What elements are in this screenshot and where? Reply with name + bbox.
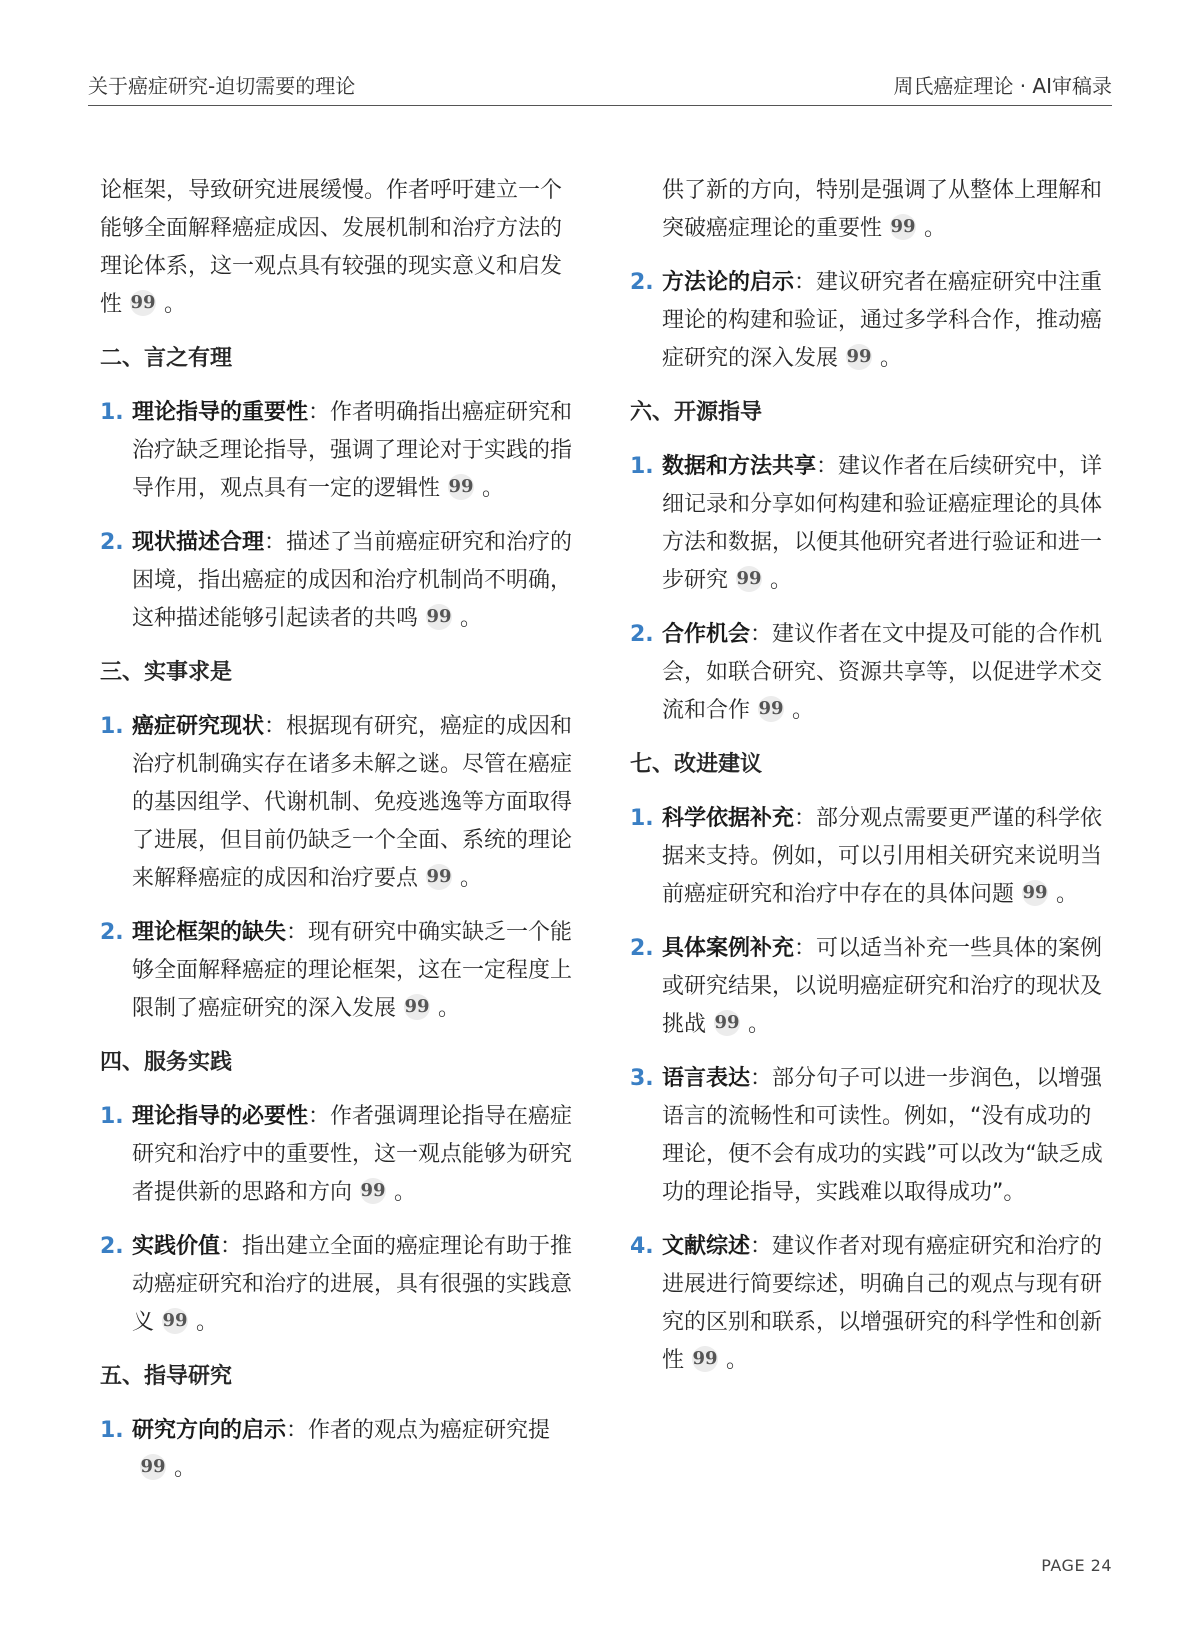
list-number: 2. xyxy=(100,920,124,945)
list-item xyxy=(100,1228,578,1342)
right-column xyxy=(630,172,1108,1396)
list-item-text xyxy=(132,1228,578,1342)
list-item-term: 方法论的启示 xyxy=(662,270,795,295)
list-number-spacer xyxy=(630,172,662,248)
list-item-text xyxy=(132,1098,578,1212)
continuation-text: 供了新的方向，特别是强调了从整体上理解和突破癌症理论的重要性 xyxy=(662,178,1103,241)
list-item xyxy=(100,914,578,1028)
list-item-text xyxy=(132,394,578,508)
period: 。 xyxy=(394,1180,417,1205)
header-right-title: 周氏癌症理论 · AI审稿录 xyxy=(893,74,1112,98)
period: 。 xyxy=(460,606,483,631)
list-number: 1. xyxy=(100,714,124,739)
list-number: 2. xyxy=(630,936,654,961)
citation-quote-icon[interactable]: 99 xyxy=(714,1010,740,1036)
period: 。 xyxy=(792,698,815,723)
citation-quote-icon[interactable]: 99 xyxy=(692,1346,718,1372)
list-item xyxy=(630,800,1108,914)
list-item-term: 理论指导的必要性 xyxy=(132,1104,309,1129)
section-heading: 六、开源指导 xyxy=(630,400,763,425)
list-item-description: ：指出建立全面的癌症理论有助于推动癌症研究和治疗的进展，具有很强的实践意义 xyxy=(132,1234,573,1335)
section-heading: 二、言之有理 xyxy=(100,346,233,371)
citation-quote-icon[interactable]: 99 xyxy=(1022,880,1048,906)
section-heading: 五、指导研究 xyxy=(100,1364,233,1389)
period: 。 xyxy=(880,346,903,371)
list-item-text xyxy=(132,914,578,1028)
period: 。 xyxy=(748,1012,771,1037)
period: 。 xyxy=(726,1348,749,1373)
intro-text: 论框架，导致研究进展缓慢。作者呼吁建立一个能够全面解释癌症成因、发展机制和治疗方法的理论体系，这一观点具有较强的现实意义和启发性 xyxy=(100,178,563,317)
list-item xyxy=(100,708,578,898)
list-number: 1. xyxy=(100,1104,124,1129)
list-item-text xyxy=(132,708,578,898)
period: 。 xyxy=(438,996,461,1021)
list-item-text xyxy=(662,1228,1108,1380)
list-item xyxy=(100,1098,578,1212)
period: 。 xyxy=(924,216,947,241)
citation-quote-icon[interactable]: 99 xyxy=(758,696,784,722)
citation-quote-icon[interactable]: 99 xyxy=(130,290,156,316)
list-item-term: 数据和方法共享 xyxy=(662,454,817,479)
citation-quote-icon[interactable]: 99 xyxy=(846,344,872,370)
page-header xyxy=(88,62,1112,106)
citation-quote-icon[interactable]: 99 xyxy=(890,214,916,240)
list-item xyxy=(630,1060,1108,1212)
list-number: 1. xyxy=(100,1418,124,1443)
header-left-title: 关于癌症研究-迫切需要的理论 xyxy=(88,74,356,98)
citation-quote-icon[interactable]: 99 xyxy=(360,1178,386,1204)
list-item xyxy=(100,394,578,508)
left-column xyxy=(100,172,578,1504)
period: 。 xyxy=(460,866,483,891)
list-item-term: 研究方向的启示 xyxy=(132,1418,287,1443)
list-number: 1. xyxy=(630,454,654,479)
citation-quote-icon[interactable]: 99 xyxy=(140,1454,166,1480)
period: 。 xyxy=(1056,882,1079,907)
list-item-text xyxy=(662,616,1108,730)
page-number: PAGE 24 xyxy=(1041,1556,1112,1575)
list-item-term: 科学依据补充 xyxy=(662,806,795,831)
citation-quote-icon[interactable]: 99 xyxy=(404,994,430,1020)
list-item-description: ：建议研究者在癌症研究中注重理论的构建和验证，通过多学科合作，推动癌症研究的深入发展 xyxy=(662,270,1103,371)
section-heading: 七、改进建议 xyxy=(630,752,763,777)
list-item-description: ：描述了当前癌症研究和治疗的困境，指出癌症的成因和治疗机制尚不明确，这种描述能够引起读者的共鸣 xyxy=(132,530,573,631)
list-item-description: ：建议作者在文中提及可能的合作机会，如联合研究、资源共享等，以促进学术交流和合作 xyxy=(662,622,1103,723)
list-item-description: ：现有研究中确实缺乏一个能够全面解释癌症的理论框架，这在一定程度上限制了癌症研究的深入发展 xyxy=(132,920,573,1021)
list-number: 1. xyxy=(100,400,124,425)
list-number: 3. xyxy=(630,1066,654,1091)
list-item-description: ：建议作者在后续研究中，详细记录和分享如何构建和验证癌症理论的具体方法和数据，以便其他研究者进行验证和进一步研究 xyxy=(662,454,1103,593)
list-item xyxy=(630,448,1108,600)
list-item-text xyxy=(132,524,578,638)
citation-quote-icon[interactable]: 99 xyxy=(448,474,474,500)
list-item xyxy=(630,1228,1108,1380)
citation-quote-icon[interactable]: 99 xyxy=(426,864,452,890)
list-number: 2. xyxy=(100,530,124,555)
list-item-term: 理论框架的缺失 xyxy=(132,920,287,945)
list-item-description: ：建议作者对现有癌症研究和治疗的进展进行简要综述，明确自己的观点与现有研究的区别和联系，以增强研究的科学性和创新性 xyxy=(662,1234,1103,1373)
list-item-text xyxy=(132,1412,578,1488)
list-item xyxy=(630,930,1108,1044)
list-item-description: ：作者明确指出癌症研究和治疗缺乏理论指导，强调了理论对于实践的指导作用，观点具有一定的逻辑性 xyxy=(132,400,573,501)
section-heading: 三、实事求是 xyxy=(100,660,233,685)
period: 。 xyxy=(174,1456,197,1481)
citation-quote-icon[interactable]: 99 xyxy=(736,566,762,592)
list-item-term: 文献综述 xyxy=(662,1234,751,1259)
list-item-continuation xyxy=(630,172,1108,248)
list-item-text xyxy=(662,800,1108,914)
list-item-description: ：部分句子可以进一步润色，以增强语言的流畅性和可读性。例如，“没有成功的理论，便不会有成功的实践”可以改为“缺乏成功的理论指导，实践难以取得成功”。 xyxy=(662,1066,1103,1205)
list-number: 2. xyxy=(100,1234,124,1259)
list-item-description: ：作者强调理论指导在癌症研究和治疗中的重要性，这一观点能够为研究者提供新的思路和方向 xyxy=(132,1104,573,1205)
list-item-text xyxy=(662,1060,1108,1212)
list-item-term: 合作机会 xyxy=(662,622,751,647)
list-item-term: 现状描述合理 xyxy=(132,530,265,555)
intro-paragraph xyxy=(100,172,578,324)
list-item-text xyxy=(662,264,1108,378)
citation-quote-icon[interactable]: 99 xyxy=(162,1308,188,1334)
list-number: 1. xyxy=(630,806,654,831)
list-item xyxy=(630,264,1108,378)
list-item-term: 理论指导的重要性 xyxy=(132,400,309,425)
period: 。 xyxy=(196,1310,219,1335)
list-item-description: ：作者的观点为癌症研究提 xyxy=(286,1418,551,1443)
list-number: 2. xyxy=(630,270,654,295)
list-item-description: ：根据现有研究，癌症的成因和治疗机制确实存在诸多未解之谜。尽管在癌症的基因组学、代谢机制、免疫逃逸等方面取得了进展，但目前仍缺乏一个全面、系统的理论来解释癌症的成因和治疗要点 xyxy=(132,714,573,891)
list-item-text xyxy=(662,930,1108,1044)
list-item-description: ：部分观点需要更严谨的科学依据来支持。例如，可以引用相关研究来说明当前癌症研究和治疗中存在的具体问题 xyxy=(662,806,1103,907)
list-item xyxy=(100,1412,578,1488)
list-item-term: 实践价值 xyxy=(132,1234,221,1259)
list-number: 4. xyxy=(630,1234,654,1259)
list-item-text xyxy=(662,172,1108,248)
list-item-term: 语言表达 xyxy=(662,1066,751,1091)
list-item-text xyxy=(662,448,1108,600)
list-item-term: 具体案例补充 xyxy=(662,936,795,961)
list-item-term: 癌症研究现状 xyxy=(132,714,265,739)
period: 。 xyxy=(770,568,793,593)
section-heading: 四、服务实践 xyxy=(100,1050,233,1075)
list-item xyxy=(630,616,1108,730)
citation-quote-icon[interactable]: 99 xyxy=(426,604,452,630)
list-item-description: ：可以适当补充一些具体的案例或研究结果，以说明癌症研究和治疗的现状及挑战 xyxy=(662,936,1103,1037)
list-number: 2. xyxy=(630,622,654,647)
period: 。 xyxy=(482,476,505,501)
list-item xyxy=(100,524,578,638)
period: 。 xyxy=(164,292,187,317)
